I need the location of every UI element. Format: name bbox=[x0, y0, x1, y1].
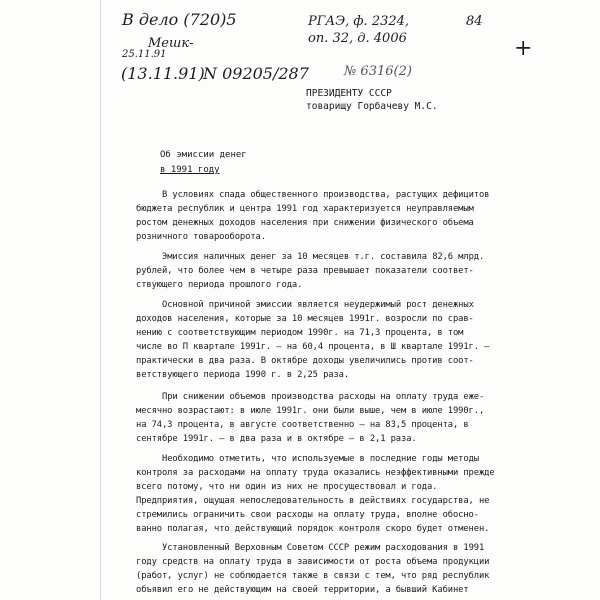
handwritten-signature: Мешк- bbox=[148, 36, 194, 51]
handwritten-page-number: 84 bbox=[466, 14, 483, 29]
paragraph-3-line: ветствующего периода 1990 г. в 2,25 раза. bbox=[136, 370, 350, 380]
handwritten-archive-opis: оп. 32, д. 4006 bbox=[308, 31, 407, 46]
paragraph-4-line: месячно возрастают: в июле 1991г. они были выше, чем в июле 1990г., bbox=[136, 406, 485, 416]
handwritten-note-file: В дело (720)5 bbox=[122, 10, 237, 29]
paragraph-3-line: числе во П квартале 1991г. – на 60,4 процента, в Ш квартале 1991г. – bbox=[136, 342, 490, 352]
paragraph-3-line: Основной причиной эмиссии является неудержимый рост денежных bbox=[162, 300, 474, 310]
handwritten-archive-fond: РГАЭ, ф. 2324, bbox=[308, 14, 410, 29]
addressee-name: товарищу Горбачеву М.С. bbox=[306, 101, 438, 112]
subject-line-2: в 1991 году bbox=[160, 165, 220, 175]
paragraph-3-line: практически в два раза. В октябре доходы увеличились против соот- bbox=[136, 356, 474, 366]
handwritten-plus-mark: + bbox=[514, 36, 533, 61]
paragraph-1-line: ростом денежных доходов населения при снижении физического объема bbox=[136, 218, 474, 228]
paragraph-5-line: всего потому, что ни один из них не просуществовал и года. bbox=[136, 482, 438, 492]
paragraph-5-line: Необходимо отметить, что используемые в последние годы методы bbox=[162, 454, 479, 464]
paragraph-1-line: бюджета республик и центра 1991 год характеризуется неуправляемым bbox=[136, 204, 474, 214]
paragraph-6-line: Установленный Верховным Советом СССР режим расходования в 1991 bbox=[162, 543, 485, 553]
paragraph-6-line: объявил его не действующим на своей территории, а бывший Кабинет bbox=[136, 585, 469, 595]
paragraph-3-line: доходов населения, которые за 10 месяцев 1991г. возросли по срав- bbox=[136, 314, 474, 324]
paragraph-1-line: В условиях спада общественного производства, растущих дефицитов bbox=[162, 190, 490, 200]
paragraph-5-line: Предприятия, ощущая непоследовательность в действиях государства, не bbox=[136, 496, 490, 506]
paragraph-4-line: сентябре 1991г. – в два раза и в октябре – в 2,1 раза. bbox=[136, 434, 417, 444]
paragraph-2-line: ствующего периода прошлого года. bbox=[136, 280, 303, 290]
paragraph-4-line: на 74,3 процента, в августе соответственно – на 83,5 процента, в bbox=[136, 420, 469, 430]
paragraph-1-line: розничного товарооборота. bbox=[136, 232, 266, 242]
stamp-number: № 6316(2) bbox=[344, 64, 412, 79]
paragraph-4-line: При снижении объемов производства расходы на оплату труда еже- bbox=[162, 392, 485, 402]
paragraph-3-line: нению с соответствующим периодом 1990г. на 71,3 процента, в том bbox=[136, 328, 464, 338]
subject-line-1: Об эмиссии денег bbox=[160, 150, 247, 160]
handwritten-reg-number: N 09205/287 bbox=[203, 64, 309, 83]
addressee-title: ПРЕЗИДЕНТУ СССР bbox=[306, 88, 392, 99]
handwritten-date-1: 25.11.91 bbox=[122, 49, 167, 60]
paragraph-2-line: рублей, что более чем в четыре раза превышает показатели соответ- bbox=[136, 266, 474, 276]
paragraph-5-line: контроля за расходами на оплату труда оказались неэффективными прежде bbox=[136, 468, 495, 478]
paragraph-6-line: году средств на оплату труда в зависимости от роста объема продукции bbox=[136, 557, 490, 567]
paragraph-6-line: (работ, услуг) не соблюдается также в связи с тем, что ряд республик bbox=[136, 571, 490, 581]
page-edge-shadow bbox=[100, 0, 101, 600]
paragraph-5-line: ванно полагая, что действующий порядок контроля скоро будет отменен. bbox=[136, 524, 490, 534]
handwritten-date-2: (13.11.91) bbox=[121, 64, 205, 83]
paragraph-2-line: Эмиссия наличных денег за 10 месяцев т.г. составила 82,6 млрд. bbox=[162, 252, 485, 262]
paragraph-5-line: стремились ограничить свои расходы на оплату труда, вполне обосно- bbox=[136, 510, 479, 520]
